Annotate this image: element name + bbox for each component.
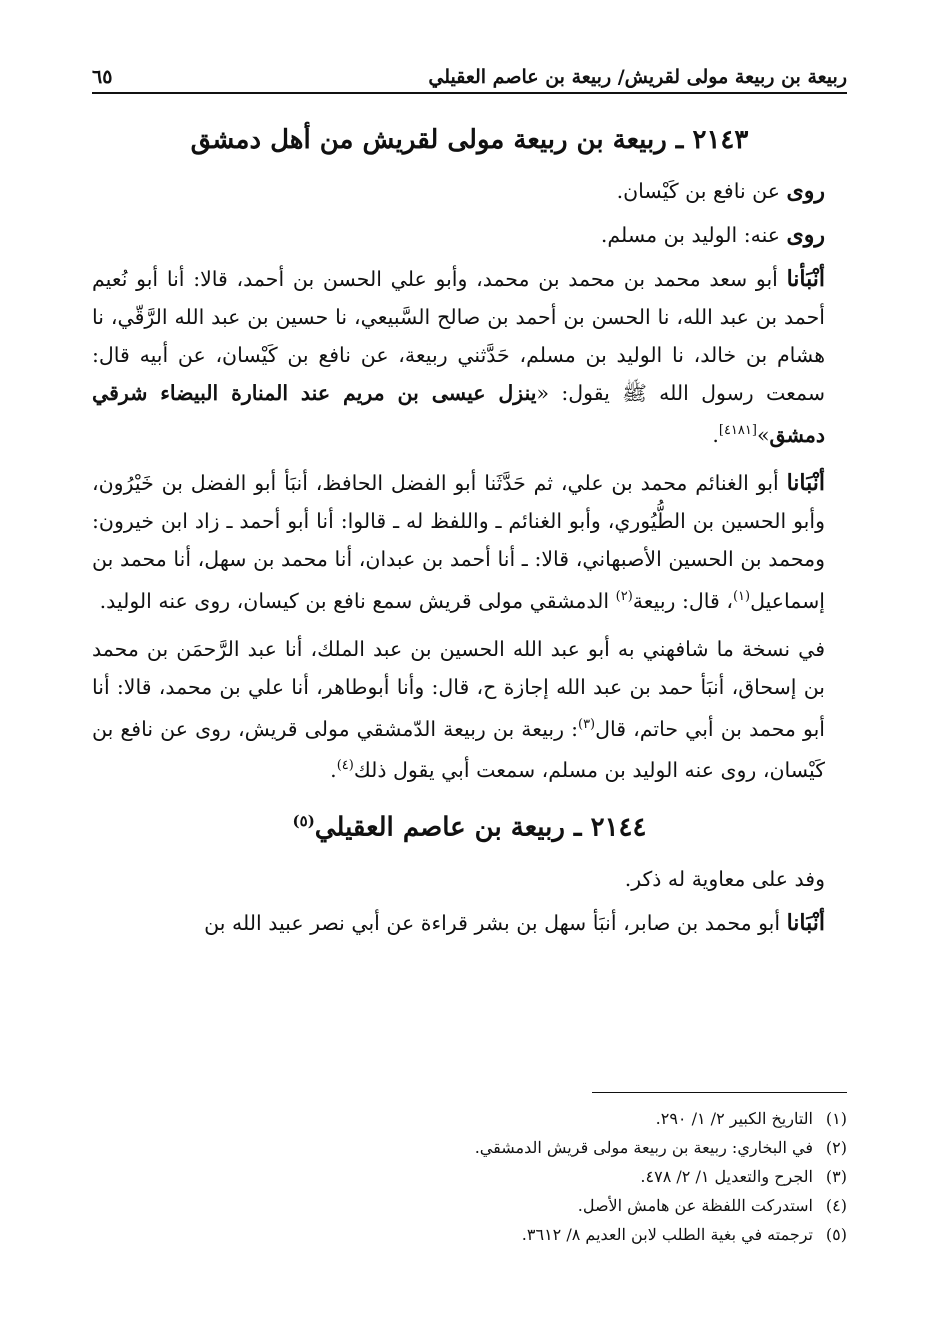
footnote-ref-1: (١) — [732, 588, 751, 604]
body-text: أبو سعد محمد بن محمد بن محمد، وأبو علي الحسن بن أحمد، قالا: أنا أبو نُعيم أحمد بن عبد الله، نا الحسن بن أحمد بن صالح السَّبيعي، نا حسين بن عبد الله الرَّقّي، نا هشام بن خالد، نا الوليد بن مسلم، حَدَّثني ربيعة، عن نافع بن كَيْسان، عن أبيه قال: سمعت رسول الله ﷺ يقول: « — [92, 267, 825, 405]
narrates-from-line — [92, 172, 847, 210]
footnote-number: (١) — [825, 1109, 847, 1128]
entry-note-line: وفد على معاوية له ذكر. — [624, 866, 825, 891]
page-body — [92, 118, 847, 952]
isnad-paragraph-1 — [92, 260, 847, 454]
narrated-by-line — [92, 216, 847, 254]
hadith-number: [٤١٨١] — [718, 423, 757, 438]
lead-word: أنْبَانا — [786, 909, 825, 936]
lead-word: أنْبَأنا — [786, 266, 825, 292]
body-text: عنه: الوليد بن مسلم. — [600, 223, 787, 247]
footnote-number: (٣) — [825, 1167, 847, 1186]
body-text: أبو محمد بن صابر، أنبَأ سهل بن بشر قراءة عن أبي نصر عبيد الله بن — [204, 910, 787, 935]
entry-heading-text: ٢١٤٤ ـ ربيعة بن عاصم العقيلي — [314, 812, 647, 843]
footnote-text: الجرح والتعديل ١/ ٢/ ٤٧٨. — [640, 1167, 813, 1186]
period: . — [712, 422, 719, 447]
entry-heading-2143: ٢١٤٣ ـ ربيعة بن ربيعة مولى لقريش من أهل دمشق — [190, 125, 749, 155]
footnote-text: استدركت اللفظة عن هامش الأصل. — [577, 1196, 813, 1215]
footnote-divider — [592, 1092, 847, 1093]
lead-word: أنْبَانا — [786, 469, 825, 496]
lead-word: روى — [786, 222, 825, 248]
footnotes — [92, 1104, 847, 1249]
isnad-paragraph-2 — [92, 464, 847, 620]
footnote-item — [92, 1133, 847, 1162]
running-header — [92, 58, 847, 94]
page-number: ٦٥ — [92, 66, 113, 88]
body-text: أبو الغنائم محمد بن علي، ثم حَدَّثَنا أبو الفضل الحافظ، أنبَأ أبو الفضل بن خَيْرُون، وأبو الحسين بن الطُّيُوري، وأبو الغنائم ـ واللفظ له ـ قالوا: أنا أبو أحمد ـ زاد ابن خيرون: ومحمد بن الحسين الأصبهاني، قالا: ـ أنا أحمد بن عبدان، أنا محمد بن سهل، أنا محمد بن إسماعيل — [92, 470, 825, 613]
quote-close: » — [756, 422, 770, 447]
footnote-ref-3: (٣) — [577, 716, 596, 732]
footnote-item — [92, 1220, 847, 1249]
body-text: في نسخة ما شافهني به أبو عبد الله الحسين بن عبد الملك، أنا عبد الرَّحمَن بن محمد بن إسحاق، أنبَأ حمد بن عبد الله إجازة ح، قال: وأنا أبوطاهر، أنا علي بن محمد، قالا: أنا أبو محمد بن أبي حاتم، قال — [92, 636, 825, 741]
footnote-ref-2: (٢) — [615, 588, 633, 604]
running-title: ربيعة بن ربيعة مولى لقريش/ ربيعة بن عاصم العقيلي — [428, 66, 847, 88]
period: . — [330, 758, 337, 783]
entry-heading-2144 — [92, 799, 847, 850]
hadith-text: ينزل عيسى بن مريم عند المنارة البيضاء شرقي دمشق — [92, 381, 825, 447]
footnote-text: في البخاري: ربيعة بن ربيعة مولى قريش الدمشقي. — [474, 1138, 813, 1157]
footnote-item — [92, 1162, 847, 1191]
footnote-number: (٥) — [825, 1225, 847, 1244]
footnote-number: (٤) — [825, 1196, 847, 1215]
lead-word: روى — [786, 178, 825, 204]
body-text: الدمشقي مولى قريش سمع نافع بن كيسان، روى عنه الوليد. — [99, 588, 616, 613]
body-text: عن نافع بن كَيْسان. — [616, 179, 787, 203]
footnote-number: (٢) — [825, 1138, 847, 1157]
body-text: ، قال: ربيعة — [632, 588, 733, 613]
footnote-ref-4: (٤) — [336, 758, 354, 774]
footnote-item — [92, 1191, 847, 1220]
body-text: : ربيعة بن ربيعة الدّمشقي مولى قريش، روى عن نافع بن كَيْسان، روى عنه الوليد بن مسلم، سمعت أبي يقول ذلك — [92, 716, 825, 783]
isnad-paragraph-4 — [92, 904, 847, 942]
isnad-paragraph-3 — [92, 630, 847, 790]
footnote-ref-5: (٥) — [292, 812, 315, 831]
footnote-text: التاريخ الكبير ٢/ ١/ ٢٩٠. — [655, 1109, 813, 1128]
footnote-text: ترجمته في بغية الطلب لابن العديم ٨/ ٣٦١٢. — [521, 1225, 813, 1244]
footnote-item — [92, 1104, 847, 1133]
